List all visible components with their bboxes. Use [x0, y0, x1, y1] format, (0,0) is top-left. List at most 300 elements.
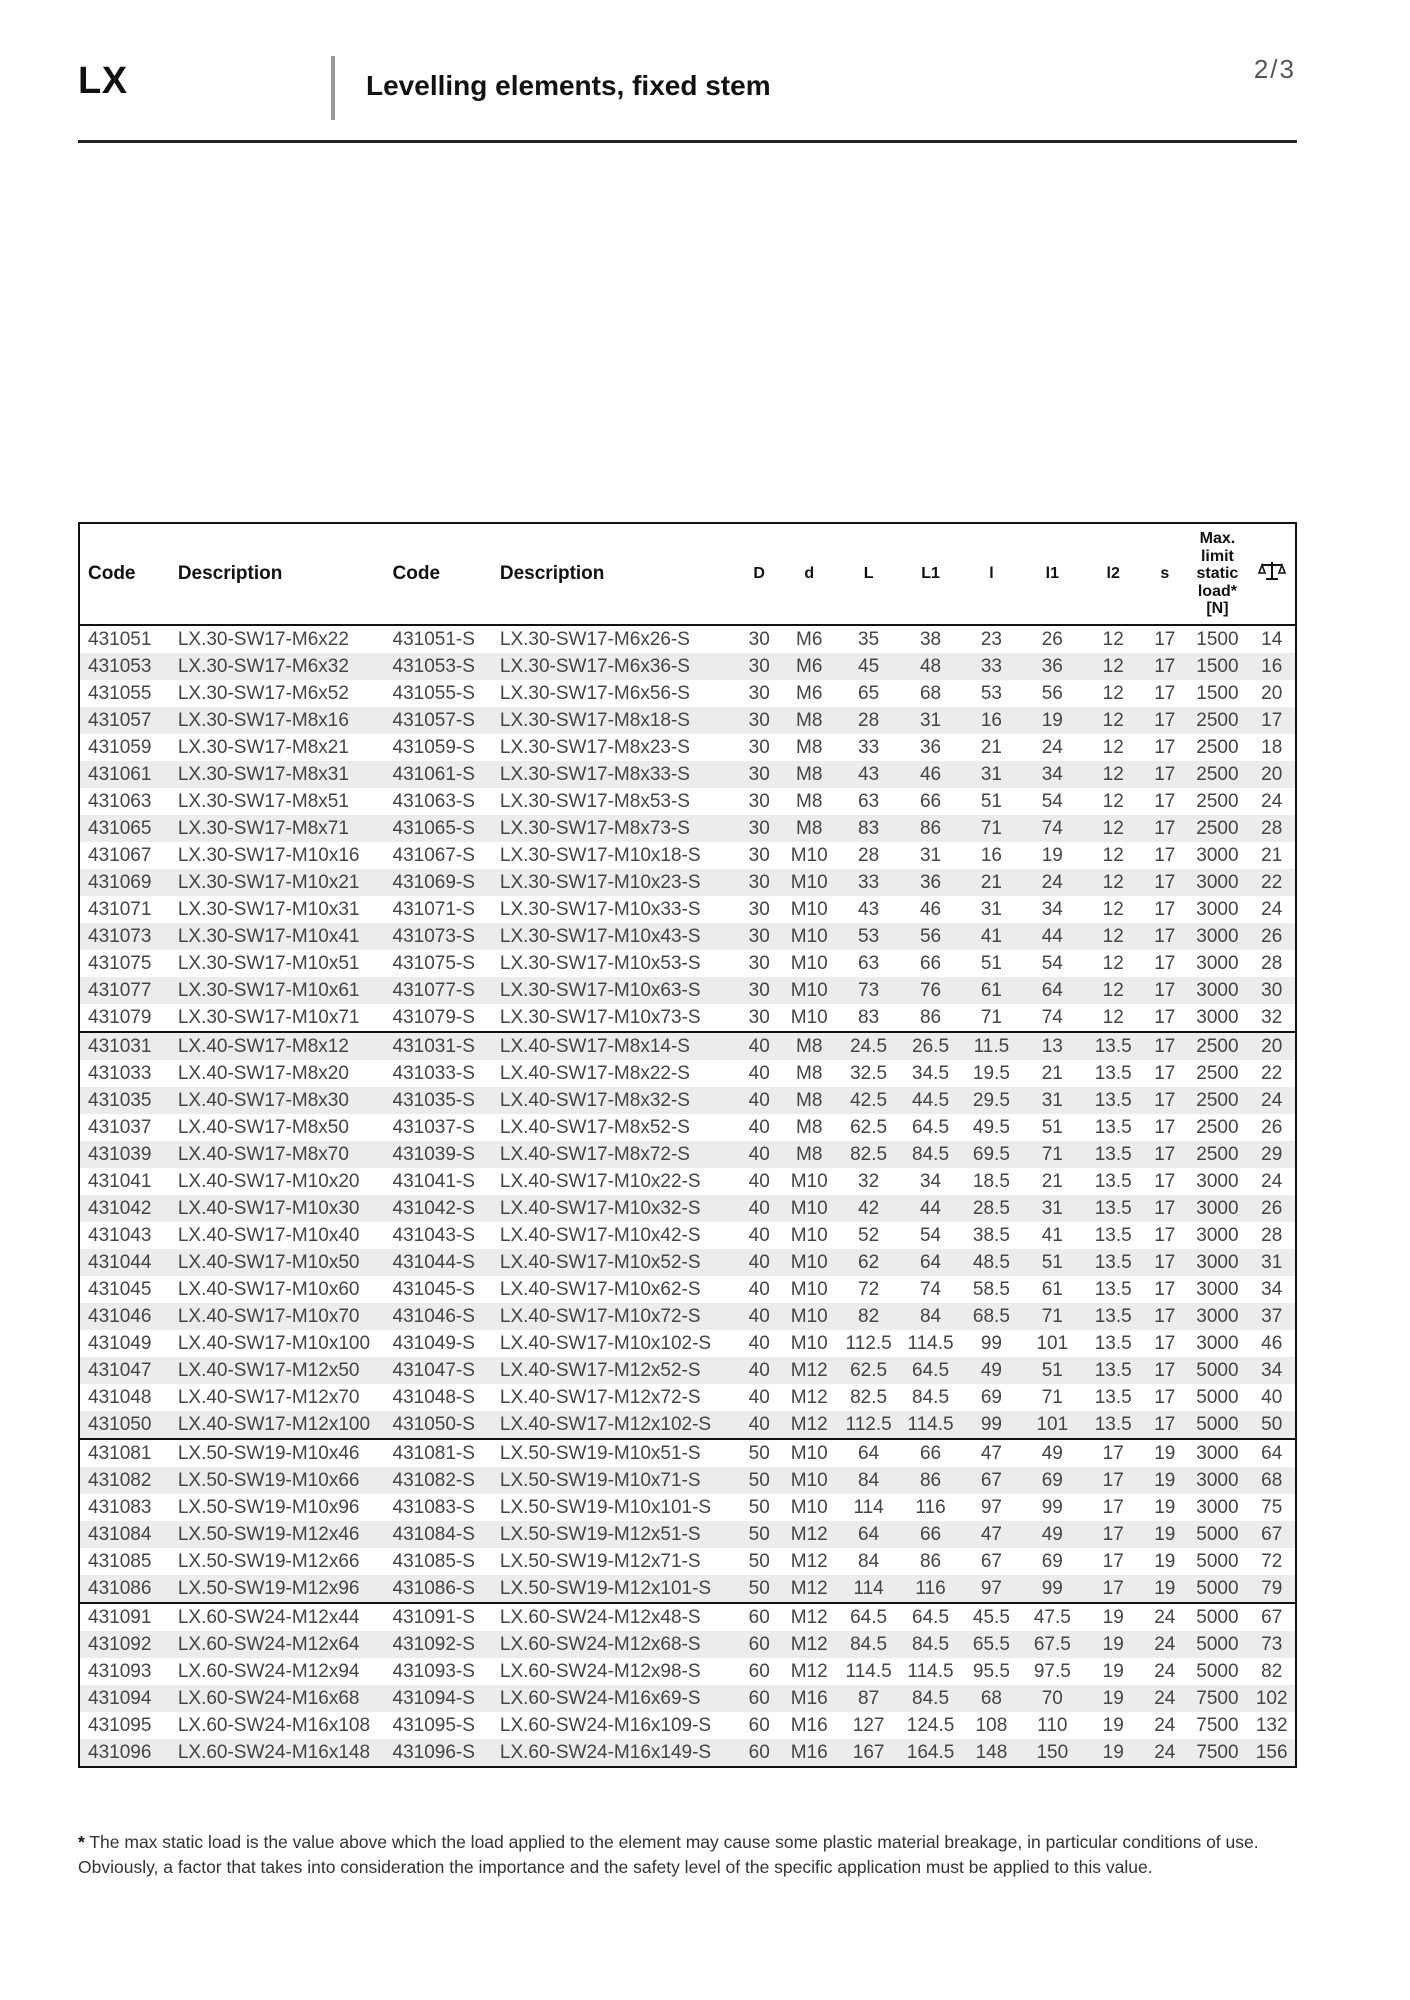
cell-L: 114 — [838, 1575, 900, 1603]
cell-l: 71 — [961, 1004, 1021, 1032]
cell-l1: 13 — [1021, 1032, 1083, 1060]
cell-description: LX.50-SW19-M12x66 — [177, 1550, 360, 1572]
col-header-weight — [1248, 523, 1296, 625]
cell-D: 40 — [738, 1032, 781, 1060]
cell-l: 68.5 — [961, 1303, 1021, 1330]
cell-l: 33 — [961, 653, 1021, 680]
cell-description: LX.50-SW19-M12x96 — [170, 1575, 385, 1603]
cell-description: LX.30-SW17-M8x71 — [170, 815, 385, 842]
cell-code-s: 431057-S — [385, 707, 492, 734]
cell-d: M16 — [781, 1739, 838, 1767]
cell-d: M10 — [790, 1278, 828, 1300]
cell-max-load: 5000 — [1186, 1575, 1248, 1603]
table-row — [79, 625, 1296, 653]
cell-d: M10 — [790, 898, 828, 920]
cell-max-load: 1500 — [1186, 653, 1248, 680]
cell-L: 42.5 — [838, 1087, 900, 1114]
cell-D: 40 — [738, 1195, 781, 1222]
cell-s: 17 — [1143, 1004, 1186, 1032]
cell-s: 24 — [1154, 1714, 1176, 1736]
table-row — [79, 1168, 1296, 1195]
cell-L: 84 — [858, 1550, 880, 1572]
cell-description: LX.60-SW24-M12x64 — [170, 1631, 385, 1658]
cell-L1: 36 — [900, 869, 962, 896]
cell-L1: 66 — [900, 1521, 962, 1548]
cell-code-s: 431039-S — [385, 1141, 492, 1168]
cell-D: 40 — [748, 1116, 770, 1138]
cell-L: 43 — [838, 761, 900, 788]
cell-l2: 13.5 — [1083, 1032, 1143, 1060]
cell-code: 431042 — [79, 1195, 170, 1222]
cell-L1: 34.5 — [912, 1062, 950, 1084]
cell-l2: 17 — [1083, 1521, 1143, 1548]
cell-L: 24.5 — [838, 1032, 900, 1060]
cell-l: 71 — [961, 815, 1021, 842]
cell-description-s: LX.30-SW17-M6x56-S — [499, 682, 690, 704]
cell-L1: 74 — [919, 1278, 942, 1300]
cell-L1: 56 — [900, 923, 962, 950]
cell-l: 18.5 — [972, 1170, 1010, 1192]
cell-max-load: 1500 — [1196, 628, 1239, 650]
cell-d: M12 — [781, 1631, 838, 1658]
cell-code: 431031 — [79, 1032, 170, 1060]
cell-description: LX.40-SW17-M8x12 — [170, 1032, 385, 1060]
cell-description-s: LX.30-SW17-M10x33-S — [499, 898, 701, 920]
cell-description: LX.40-SW17-M8x20 — [177, 1062, 349, 1084]
cell-code: 431082 — [79, 1467, 170, 1494]
cell-l2: 12 — [1083, 977, 1143, 1004]
table-header-row — [79, 523, 1296, 625]
cell-max-load: 2500 — [1196, 1062, 1239, 1084]
cell-code-s: 431069-S — [385, 869, 492, 896]
footnote — [78, 1830, 1303, 1880]
cell-l: 65.5 — [961, 1631, 1021, 1658]
cell-s: 24 — [1143, 1631, 1186, 1658]
cell-s: 24 — [1143, 1685, 1186, 1712]
cell-D: 30 — [738, 815, 781, 842]
cell-D: 40 — [748, 1332, 770, 1354]
cell-s: 17 — [1154, 1062, 1176, 1084]
table-row — [79, 1494, 1296, 1521]
cell-D: 30 — [738, 1004, 781, 1032]
cell-l: 38.5 — [972, 1224, 1010, 1246]
scale-icon — [1258, 559, 1286, 583]
cell-D: 50 — [738, 1575, 781, 1603]
cell-l1: 41 — [1041, 1224, 1063, 1246]
cell-code: 431079 — [79, 1004, 170, 1032]
cell-description: LX.50-SW19-M10x66 — [170, 1467, 385, 1494]
cell-D: 30 — [748, 952, 770, 974]
cell-l2: 13.5 — [1083, 1411, 1143, 1439]
cell-L: 82 — [838, 1303, 900, 1330]
cell-s: 17 — [1154, 952, 1176, 974]
cell-d: M10 — [790, 1224, 828, 1246]
cell-D: 40 — [738, 1087, 781, 1114]
cell-max-load: 2500 — [1186, 815, 1248, 842]
cell-code-s: 431049-S — [392, 1332, 475, 1354]
cell-L1: 31 — [919, 844, 942, 866]
cell-l2: 19 — [1102, 1606, 1124, 1628]
cell-L1: 114.5 — [907, 1660, 954, 1682]
cell-weight: 34 — [1261, 1278, 1283, 1300]
cell-description-s: LX.30-SW17-M6x26-S — [499, 628, 690, 650]
cell-L1: 84.5 — [900, 1685, 962, 1712]
cell-d: M8 — [781, 1032, 838, 1060]
cell-weight: 32 — [1248, 1004, 1296, 1032]
cell-max-load: 3000 — [1196, 1332, 1239, 1354]
cell-max-load: 3000 — [1196, 898, 1239, 920]
specification-table — [78, 522, 1297, 1768]
col-header-L: L — [838, 523, 900, 625]
cell-description: LX.40-SW17-M8x50 — [177, 1116, 349, 1138]
cell-l2: 13.5 — [1083, 1249, 1143, 1276]
cell-max-load: 3000 — [1186, 1303, 1248, 1330]
cell-l1: 19 — [1041, 844, 1063, 866]
cell-weight: 68 — [1248, 1467, 1296, 1494]
cell-description-s: LX.30-SW17-M8x53-S — [499, 790, 690, 812]
cell-l2: 13.5 — [1094, 1332, 1132, 1354]
cell-l2: 12 — [1102, 736, 1124, 758]
cell-weight: 16 — [1248, 653, 1296, 680]
cell-weight: 75 — [1261, 1496, 1283, 1518]
cell-s: 17 — [1143, 1032, 1186, 1060]
cell-l1: 51 — [1041, 1116, 1063, 1138]
cell-l1: 26 — [1041, 628, 1063, 650]
col-header-s: s — [1143, 523, 1186, 625]
table-row — [79, 1467, 1296, 1494]
cell-d: M10 — [781, 1195, 838, 1222]
cell-l2: 17 — [1102, 1550, 1124, 1572]
cell-l: 16 — [961, 707, 1021, 734]
cell-D: 30 — [738, 761, 781, 788]
cell-description: LX.60-SW24-M16x108 — [177, 1714, 371, 1736]
cell-L1: 116 — [900, 1575, 962, 1603]
cell-code: 431033 — [88, 1062, 152, 1084]
col-header-description-s: Description — [492, 523, 738, 625]
cell-l: 67 — [961, 1467, 1021, 1494]
cell-L: 32 — [858, 1170, 880, 1192]
cell-description: LX.40-SW17-M12x100 — [170, 1411, 385, 1439]
cell-description: LX.40-SW17-M10x50 — [170, 1249, 385, 1276]
cell-weight: 24 — [1261, 1170, 1283, 1192]
cell-d: M10 — [790, 952, 828, 974]
cell-code: 431044 — [79, 1249, 170, 1276]
cell-max-load: 3000 — [1186, 923, 1248, 950]
cell-l2: 13.5 — [1094, 1224, 1132, 1246]
table-row — [79, 1739, 1296, 1767]
table-row — [79, 1384, 1296, 1411]
table-row — [79, 1685, 1296, 1712]
col-header-code: Code — [79, 523, 170, 625]
cell-description-s: LX.40-SW17-M10x22-S — [499, 1170, 701, 1192]
cell-code: 431039 — [79, 1141, 170, 1168]
cell-L1: 114.5 — [900, 1411, 962, 1439]
cell-L1: 164.5 — [900, 1739, 962, 1767]
cell-D: 30 — [748, 736, 770, 758]
cell-code-s: 431053-S — [385, 653, 492, 680]
cell-max-load: 2500 — [1196, 790, 1239, 812]
col-header-l2: l2 — [1083, 523, 1143, 625]
cell-L: 52 — [858, 1224, 880, 1246]
cell-L1: 114.5 — [907, 1332, 954, 1354]
cell-s: 17 — [1154, 1386, 1176, 1408]
cell-code: 431086 — [79, 1575, 170, 1603]
cell-s: 17 — [1154, 628, 1176, 650]
cell-max-load: 7500 — [1186, 1685, 1248, 1712]
cell-L1: 68 — [919, 682, 942, 704]
cell-s: 17 — [1154, 790, 1176, 812]
table-row — [79, 977, 1296, 1004]
cell-code-s: 431048-S — [392, 1386, 475, 1408]
cell-description-s: LX.30-SW17-M8x23-S — [499, 736, 690, 758]
cell-L: 28 — [858, 844, 880, 866]
cell-description: LX.40-SW17-M12x50 — [170, 1357, 385, 1384]
cell-d: M12 — [790, 1660, 828, 1682]
cell-L: 62.5 — [838, 1357, 900, 1384]
cell-l1: 54 — [1041, 952, 1063, 974]
cell-D: 30 — [738, 707, 781, 734]
cell-l1: 99 — [1021, 1575, 1083, 1603]
cell-L1: 26.5 — [900, 1032, 962, 1060]
cell-L: 167 — [838, 1739, 900, 1767]
cell-D: 40 — [748, 1224, 770, 1246]
cell-L: 42 — [838, 1195, 900, 1222]
cell-d: M10 — [790, 844, 828, 866]
cell-d: M10 — [781, 1467, 838, 1494]
cell-L: 64 — [858, 1442, 880, 1464]
cell-description: LX.30-SW17-M8x31 — [170, 761, 385, 788]
cell-code-s: 431046-S — [385, 1303, 492, 1330]
cell-l2: 19 — [1102, 1660, 1124, 1682]
cell-s: 17 — [1143, 815, 1186, 842]
cell-code: 431037 — [88, 1116, 152, 1138]
table-row — [79, 680, 1296, 707]
cell-max-load: 3000 — [1186, 869, 1248, 896]
cell-max-load: 5000 — [1196, 1386, 1239, 1408]
cell-code-s: 431055-S — [392, 682, 475, 704]
cell-D: 30 — [748, 682, 770, 704]
cell-l2: 19 — [1102, 1714, 1124, 1736]
cell-max-load: 1500 — [1196, 682, 1239, 704]
cell-weight: 156 — [1248, 1739, 1296, 1767]
cell-code: 431041 — [88, 1170, 152, 1192]
cell-description: LX.60-SW24-M12x94 — [177, 1660, 360, 1682]
cell-s: 19 — [1154, 1442, 1176, 1464]
cell-d: M12 — [781, 1575, 838, 1603]
cell-code-s: 431086-S — [385, 1575, 492, 1603]
footnote-marker: * — [78, 1832, 85, 1852]
cell-description: LX.40-SW17-M10x40 — [177, 1224, 360, 1246]
cell-description-s: LX.40-SW17-M8x52-S — [499, 1116, 690, 1138]
cell-s: 17 — [1154, 1332, 1176, 1354]
cell-l: 49 — [961, 1357, 1021, 1384]
cell-code-s: 431050-S — [385, 1411, 492, 1439]
cell-l: 97 — [961, 1575, 1021, 1603]
cell-l: 97 — [980, 1496, 1002, 1518]
cell-d: M10 — [790, 1496, 828, 1518]
table-row — [79, 761, 1296, 788]
cell-l2: 13.5 — [1083, 1357, 1143, 1384]
cell-weight: 26 — [1248, 923, 1296, 950]
cell-d: M8 — [796, 736, 823, 758]
cell-l1: 64 — [1021, 977, 1083, 1004]
cell-l2: 19 — [1083, 1631, 1143, 1658]
cell-L1: 38 — [919, 628, 942, 650]
cell-max-load: 7500 — [1186, 1739, 1248, 1767]
cell-description: LX.40-SW17-M8x30 — [170, 1087, 385, 1114]
footnote-text: The max static load is the value above which the load applied to the element may cause some plastic material breakage, in particular conditions of use. Obviously, a factor that takes into consideration the importance and the safety level of the specific application must be applied to this value. — [78, 1832, 1259, 1877]
cell-D: 60 — [748, 1606, 770, 1628]
cell-D: 40 — [748, 1278, 770, 1300]
cell-code: 431091 — [88, 1606, 152, 1628]
cell-L: 53 — [838, 923, 900, 950]
cell-weight: 29 — [1248, 1141, 1296, 1168]
cell-l2: 17 — [1102, 1442, 1124, 1464]
cell-weight: 40 — [1261, 1386, 1283, 1408]
cell-L1: 44.5 — [900, 1087, 962, 1114]
table-row — [79, 869, 1296, 896]
cell-l2: 13.5 — [1094, 1062, 1132, 1084]
cell-l: 51 — [980, 790, 1002, 812]
cell-l2: 13.5 — [1094, 1116, 1132, 1138]
cell-max-load: 5000 — [1186, 1411, 1248, 1439]
cell-code: 431050 — [79, 1411, 170, 1439]
cell-l1: 31 — [1021, 1195, 1083, 1222]
cell-l: 69 — [980, 1386, 1002, 1408]
cell-code: 431043 — [88, 1224, 152, 1246]
cell-l: 21 — [961, 869, 1021, 896]
cell-l1: 24 — [1021, 869, 1083, 896]
cell-code-s: 431043-S — [392, 1224, 475, 1246]
page-title: Levelling elements, fixed stem — [366, 70, 771, 101]
cell-D: 40 — [738, 1357, 781, 1384]
cell-L: 45 — [838, 653, 900, 680]
cell-description-s: LX.30-SW17-M10x63-S — [492, 977, 738, 1004]
cell-s: 17 — [1143, 869, 1186, 896]
cell-description: LX.50-SW19-M10x46 — [177, 1442, 360, 1464]
cell-max-load: 2500 — [1186, 1087, 1248, 1114]
cell-weight: 24 — [1261, 790, 1283, 812]
cell-code: 431069 — [79, 869, 170, 896]
cell-code: 431095 — [88, 1714, 152, 1736]
cell-d: M6 — [796, 628, 823, 650]
cell-description-s: LX.30-SW17-M8x18-S — [492, 707, 738, 734]
cell-s: 17 — [1154, 1224, 1176, 1246]
cell-code: 431085 — [88, 1550, 152, 1572]
cell-s: 17 — [1143, 1411, 1186, 1439]
cell-L: 84.5 — [838, 1631, 900, 1658]
cell-l1: 34 — [1021, 761, 1083, 788]
cell-l1: 110 — [1037, 1714, 1068, 1736]
cell-code: 431059 — [88, 736, 152, 758]
cell-weight: 28 — [1261, 1224, 1283, 1246]
cell-description-s: LX.40-SW17-M12x52-S — [492, 1357, 738, 1384]
col-header-code-s: Code — [385, 523, 492, 625]
cell-D: 40 — [738, 1249, 781, 1276]
table-row — [79, 923, 1296, 950]
cell-L: 28 — [838, 707, 900, 734]
cell-weight: 28 — [1261, 952, 1283, 974]
cell-L: 82.5 — [850, 1386, 888, 1408]
cell-code-s: 431067-S — [392, 844, 475, 866]
cell-D: 40 — [738, 1141, 781, 1168]
cell-max-load: 3000 — [1196, 1496, 1239, 1518]
cell-l: 68 — [961, 1685, 1021, 1712]
cell-max-load: 3000 — [1196, 1224, 1239, 1246]
table-row — [79, 1249, 1296, 1276]
cell-max-load: 3000 — [1196, 1170, 1239, 1192]
cell-weight: 22 — [1248, 869, 1296, 896]
cell-l1: 69 — [1021, 1467, 1083, 1494]
cell-description: LX.30-SW17-M8x51 — [177, 790, 349, 812]
cell-l: 53 — [980, 682, 1002, 704]
cell-description: LX.30-SW17-M10x21 — [170, 869, 385, 896]
cell-D: 30 — [738, 923, 781, 950]
cell-d: M10 — [781, 1303, 838, 1330]
cell-description-s: LX.60-SW24-M16x149-S — [492, 1739, 738, 1767]
cell-code: 431061 — [79, 761, 170, 788]
cell-l2: 12 — [1083, 653, 1143, 680]
table-row — [79, 1330, 1296, 1357]
cell-description-s: LX.50-SW19-M12x71-S — [499, 1550, 701, 1572]
table-row — [79, 1357, 1296, 1384]
cell-weight: 50 — [1248, 1411, 1296, 1439]
cell-weight: 22 — [1261, 1062, 1283, 1084]
table-row — [79, 1004, 1296, 1032]
cell-description: LX.60-SW24-M12x44 — [177, 1606, 360, 1628]
cell-l1: 21 — [1041, 1170, 1063, 1192]
cell-code-s: 431061-S — [385, 761, 492, 788]
cell-L1: 46 — [900, 761, 962, 788]
cell-code: 431035 — [79, 1087, 170, 1114]
cell-D: 30 — [748, 898, 770, 920]
table-row — [79, 1032, 1296, 1060]
cell-code-s: 431075-S — [392, 952, 475, 974]
cell-d: M10 — [781, 869, 838, 896]
cell-code-s: 431096-S — [385, 1739, 492, 1767]
cell-D: 50 — [748, 1442, 770, 1464]
cell-description-s: LX.60-SW24-M16x109-S — [499, 1714, 712, 1736]
cell-l1: 74 — [1021, 815, 1083, 842]
cell-l: 11.5 — [961, 1032, 1021, 1060]
cell-description-s: LX.40-SW17-M8x32-S — [492, 1087, 738, 1114]
cell-D: 60 — [738, 1631, 781, 1658]
cell-max-load: 5000 — [1196, 1660, 1239, 1682]
table-row — [79, 1439, 1296, 1467]
cell-code-s: 431077-S — [385, 977, 492, 1004]
cell-description-s: LX.50-SW19-M12x101-S — [492, 1575, 738, 1603]
cell-max-load: 5000 — [1186, 1631, 1248, 1658]
cell-L1: 46 — [919, 898, 942, 920]
cell-max-load: 3000 — [1186, 1467, 1248, 1494]
cell-l: 48.5 — [961, 1249, 1021, 1276]
cell-D: 60 — [738, 1739, 781, 1767]
cell-max-load: 2500 — [1186, 1141, 1248, 1168]
cell-max-load: 3000 — [1196, 952, 1239, 974]
cell-description: LX.30-SW17-M10x16 — [177, 844, 360, 866]
cell-s: 24 — [1154, 1606, 1176, 1628]
cell-D: 50 — [748, 1550, 770, 1572]
cell-description-s: LX.60-SW24-M12x48-S — [499, 1606, 701, 1628]
cell-l2: 13.5 — [1083, 1303, 1143, 1330]
cell-code: 431083 — [88, 1496, 152, 1518]
cell-l1: 44 — [1021, 923, 1083, 950]
cell-l2: 12 — [1083, 707, 1143, 734]
cell-D: 60 — [738, 1685, 781, 1712]
cell-code-s: 431094-S — [385, 1685, 492, 1712]
cell-D: 30 — [738, 653, 781, 680]
cell-l1: 54 — [1041, 790, 1063, 812]
